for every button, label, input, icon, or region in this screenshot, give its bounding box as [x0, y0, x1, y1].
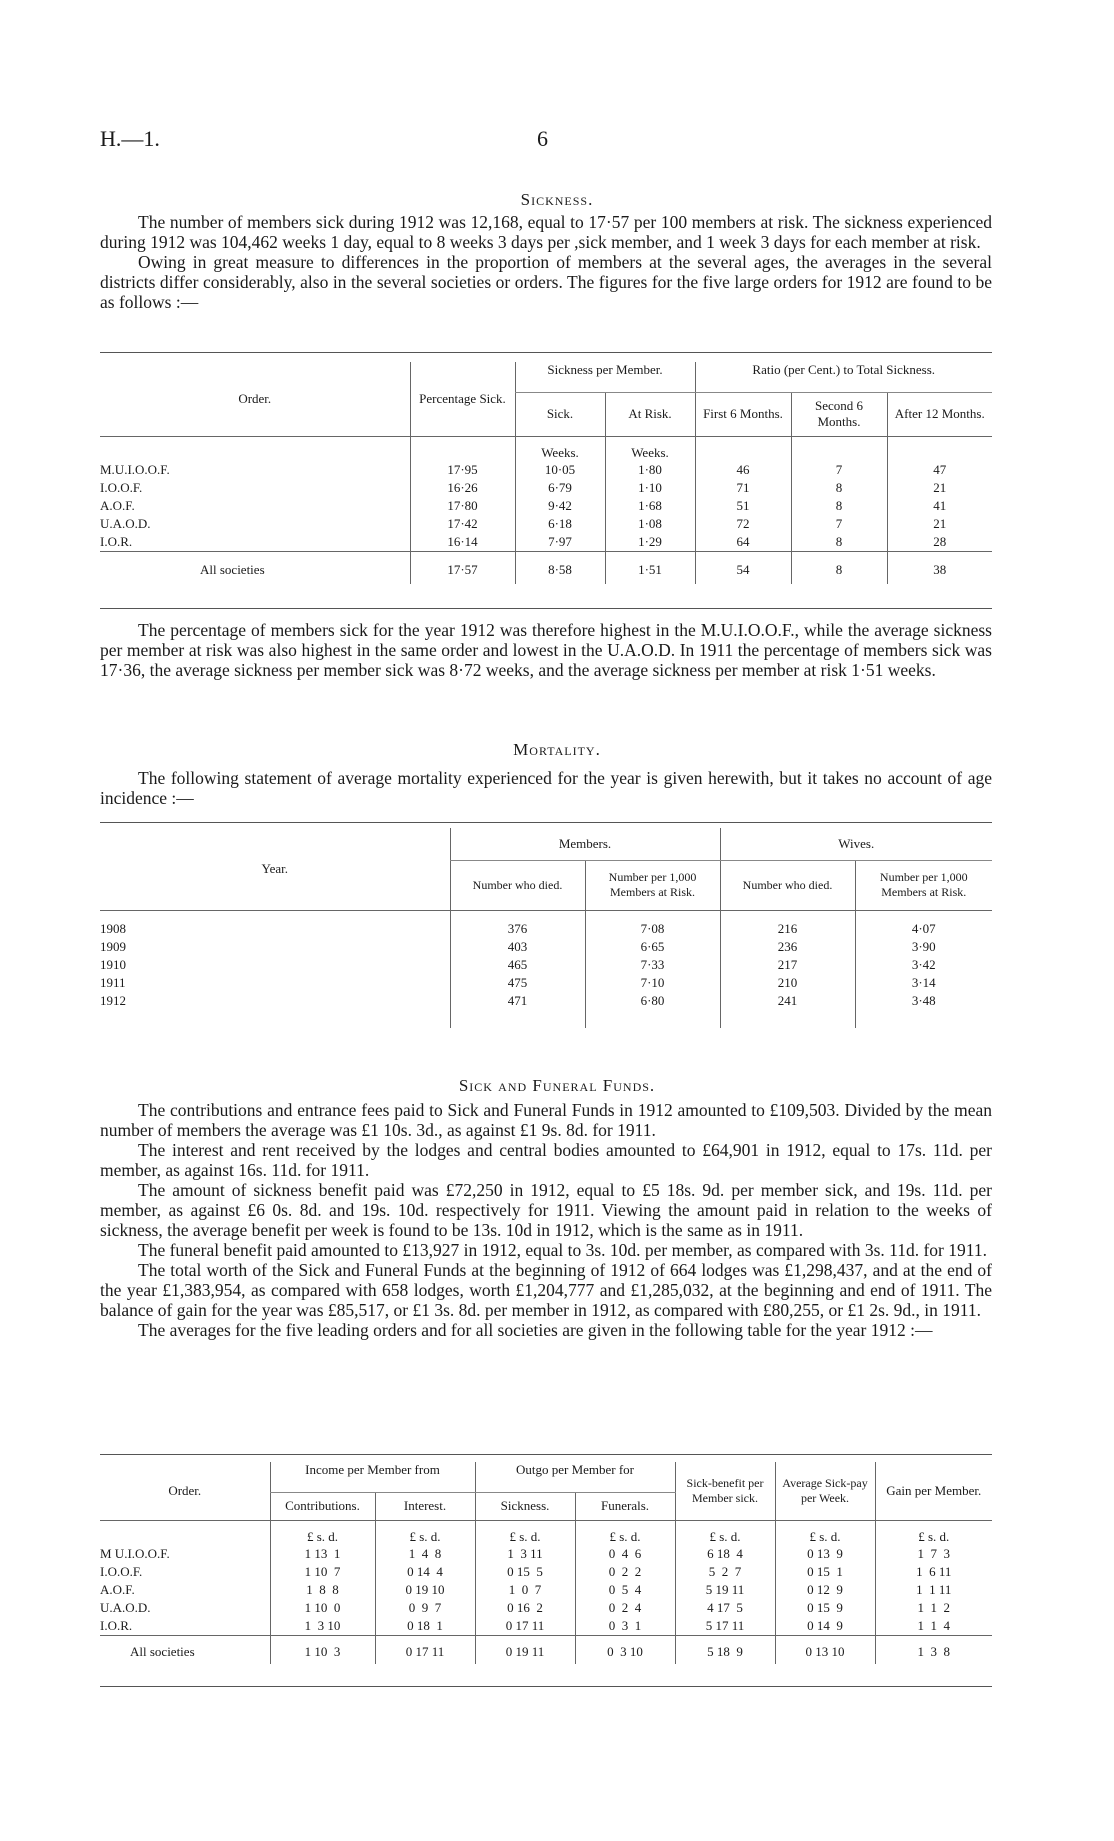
- col-first-6-months: First 6 Months.: [695, 392, 791, 436]
- table-bottom-rule: [100, 608, 992, 609]
- col-sickness: Sickness.: [475, 1492, 575, 1520]
- cell: 1·51: [605, 551, 695, 584]
- cell: 0 13 9: [775, 1545, 875, 1563]
- cell: 1 8 8: [270, 1581, 375, 1599]
- cell: 0 14 9: [775, 1617, 875, 1636]
- cell: 6·80: [585, 992, 720, 1010]
- unit-label: Weeks.: [515, 436, 605, 461]
- cell: 1 3 10: [270, 1617, 375, 1636]
- cell: 0 3 10: [575, 1635, 675, 1664]
- table-top-rule: [100, 822, 992, 823]
- col-wives-died: Number who died.: [720, 860, 855, 910]
- cell: 1·29: [605, 533, 695, 552]
- cell: 6 18 4: [675, 1545, 775, 1563]
- row-label: 1910: [100, 956, 126, 972]
- cell: 1·08: [605, 515, 695, 533]
- paragraph: The following statement of average mortality experienced for the year is given herewith, but it takes no account of age incidence :—: [100, 768, 992, 808]
- row-label: M.U.I.O.O.F.: [100, 461, 170, 477]
- table-row-total: [100, 1635, 992, 1664]
- col-wives-per-1000: Number per 1,000 Members at Risk.: [855, 860, 992, 910]
- cell: 38: [887, 551, 992, 584]
- cell: 1 3 11: [475, 1545, 575, 1563]
- unit-label: £ s. d.: [270, 1520, 375, 1545]
- cell: 5 17 11: [675, 1617, 775, 1636]
- table-row: [100, 992, 992, 1010]
- cell: 0 17 11: [475, 1617, 575, 1636]
- row-label: A.O.F.: [100, 497, 135, 513]
- row-label: 1908: [100, 920, 126, 936]
- unit-label: £ s. d.: [475, 1520, 575, 1545]
- group-sickness-per-member: Sickness per Member.: [515, 362, 695, 392]
- col-order: Order.: [238, 390, 272, 406]
- sickness-table: [100, 362, 992, 584]
- table-row: [100, 479, 992, 497]
- cell: 51: [695, 497, 791, 515]
- sickness-summary: [100, 620, 992, 680]
- table-row: [100, 461, 992, 479]
- table-bottom-rule: [100, 1686, 992, 1687]
- col-sick: Sick.: [515, 392, 605, 436]
- row-label: I.O.O.F.: [100, 1563, 143, 1579]
- table-row-total: [100, 551, 992, 584]
- cell: 6·79: [515, 479, 605, 497]
- col-interest: Interest.: [375, 1492, 475, 1520]
- row-label: 1909: [100, 938, 126, 954]
- paragraph: The averages for the five leading orders and for all societies are given in the following table for the year 1912 :—: [138, 1320, 933, 1340]
- cell: 1 6 11: [875, 1563, 992, 1581]
- cell: 7·33: [585, 956, 720, 974]
- group-ratio: Ratio (per Cent.) to Total Sickness.: [695, 362, 992, 392]
- cell: 17·57: [410, 551, 515, 584]
- table-row: [100, 1581, 992, 1599]
- cell: 0 2 2: [575, 1563, 675, 1581]
- cell: 8·58: [515, 551, 605, 584]
- unit-label: £ s. d.: [675, 1520, 775, 1545]
- cell: 1 10 7: [270, 1563, 375, 1581]
- col-at-risk: At Risk.: [605, 392, 695, 436]
- paragraph: Owing in great measure to differences in the proportion of members at the several ages, the averages in the several districts differ considerably, also in the several societies or orders. The figures for the five large orders for 1912 are found to be as follows :—: [100, 252, 992, 312]
- cell: 1·80: [605, 461, 695, 479]
- cell: 71: [695, 479, 791, 497]
- cell: 8: [791, 479, 887, 497]
- table-row: [100, 515, 992, 533]
- group-income: Income per Member from: [270, 1462, 475, 1492]
- cell: 3·14: [855, 974, 992, 992]
- table-top-rule: [100, 1454, 992, 1455]
- cell: 1 1 4: [875, 1617, 992, 1636]
- unit-label: £ s. d.: [775, 1520, 875, 1545]
- table-row: [100, 1563, 992, 1581]
- col-contributions: Contributions.: [270, 1492, 375, 1520]
- cell: 1 10 0: [270, 1599, 375, 1617]
- cell: 471: [450, 992, 585, 1010]
- cell: 0 19 10: [375, 1581, 475, 1599]
- cell: 7: [791, 461, 887, 479]
- cell: 1 7 3: [875, 1545, 992, 1563]
- row-label: U.A.O.D.: [100, 515, 151, 531]
- cell: 0 16 2: [475, 1599, 575, 1617]
- cell: 5 2 7: [675, 1563, 775, 1581]
- row-label: M U.I.O.O.F.: [100, 1545, 170, 1561]
- cell: 72: [695, 515, 791, 533]
- cell: 17·95: [410, 461, 515, 479]
- col-second-6-months: Second 6 Months.: [791, 392, 887, 436]
- cell: 6·65: [585, 938, 720, 956]
- unit-label: £ s. d.: [875, 1520, 992, 1545]
- cell: 216: [720, 910, 855, 938]
- cell: 54: [695, 551, 791, 584]
- cell: 9·42: [515, 497, 605, 515]
- funds-table: [100, 1462, 992, 1664]
- cell: 8: [791, 551, 887, 584]
- page-number: 6: [537, 126, 548, 151]
- col-members-died: Number who died.: [450, 860, 585, 910]
- col-gain: Gain per Member.: [875, 1462, 992, 1520]
- cell: 17·80: [410, 497, 515, 515]
- cell: 7·08: [585, 910, 720, 938]
- col-after-12-months: After 12 Months.: [887, 392, 992, 436]
- sickness-intro: [100, 212, 992, 312]
- paragraph: The funeral benefit paid amounted to £13,927 in 1912, equal to 3s. 10d. per member, as compared with 3s. 11d. for 1911.: [138, 1240, 987, 1260]
- row-label: A.O.F.: [100, 1581, 135, 1597]
- group-wives: Wives.: [720, 828, 992, 860]
- cell: 6·18: [515, 515, 605, 533]
- col-year: Year.: [261, 860, 288, 876]
- cell: 16·14: [410, 533, 515, 552]
- cell: 0 12 9: [775, 1581, 875, 1599]
- table-row: [100, 974, 992, 992]
- cell: 7·97: [515, 533, 605, 552]
- row-label: 1912: [100, 992, 126, 1008]
- cell: 8: [791, 533, 887, 552]
- cell: 475: [450, 974, 585, 992]
- cell: 4 17 5: [675, 1599, 775, 1617]
- cell: 0 15 1: [775, 1563, 875, 1581]
- cell: 1·68: [605, 497, 695, 515]
- col-percentage-sick: Percentage Sick.: [410, 362, 515, 436]
- cell: 0 13 10: [775, 1635, 875, 1664]
- paragraph: The contributions and entrance fees paid to Sick and Funeral Funds in 1912 amounted to £109,503. Divided by the mean number of members the average was £1 10s. 3d., as against £1 9s. 8d. for 1911.: [100, 1100, 992, 1140]
- table-top-rule: [100, 352, 992, 353]
- cell: 0 2 4: [575, 1599, 675, 1617]
- cell: 1 1 11: [875, 1581, 992, 1599]
- mortality-table: [100, 828, 992, 1028]
- cell: 41: [887, 497, 992, 515]
- cell: 47: [887, 461, 992, 479]
- unit-label: £ s. d.: [575, 1520, 675, 1545]
- table-row: [100, 533, 992, 552]
- cell: 0 4 6: [575, 1545, 675, 1563]
- table-row: [100, 1545, 992, 1563]
- cell: 0 17 11: [375, 1635, 475, 1664]
- cell: 7·10: [585, 974, 720, 992]
- table-row: [100, 497, 992, 515]
- cell: 64: [695, 533, 791, 552]
- cell: 28: [887, 533, 992, 552]
- table-row: [100, 1617, 992, 1636]
- cell: 1 0 7: [475, 1581, 575, 1599]
- cell: 7: [791, 515, 887, 533]
- cell: 17·42: [410, 515, 515, 533]
- row-label: U.A.O.D.: [100, 1599, 151, 1615]
- cell: 16·26: [410, 479, 515, 497]
- cell: 217: [720, 956, 855, 974]
- cell: 403: [450, 938, 585, 956]
- cell: 5 19 11: [675, 1581, 775, 1599]
- cell: 1 3 8: [875, 1635, 992, 1664]
- cell: 21: [887, 515, 992, 533]
- unit-label: £ s. d.: [375, 1520, 475, 1545]
- cell: 0 3 1: [575, 1617, 675, 1636]
- cell: 0 18 1: [375, 1617, 475, 1636]
- cell: 8: [791, 497, 887, 515]
- cell: 5 18 9: [675, 1635, 775, 1664]
- row-label: I.O.R.: [100, 1617, 133, 1633]
- cell: 0 15 9: [775, 1599, 875, 1617]
- cell: 1 4 8: [375, 1545, 475, 1563]
- cell: 210: [720, 974, 855, 992]
- document-code: H.—1.: [100, 126, 160, 151]
- cell: 376: [450, 910, 585, 938]
- col-average-sick-pay: Average Sick-pay per Week.: [775, 1462, 875, 1520]
- section-title-sickness: Sickness.: [520, 190, 594, 209]
- table-row: [100, 956, 992, 974]
- section-title-funds: Sick and Funeral Funds.: [458, 1076, 656, 1095]
- table-row: [100, 938, 992, 956]
- table-row: [100, 910, 992, 938]
- cell: 236: [720, 938, 855, 956]
- cell: 1 13 1: [270, 1545, 375, 1563]
- col-funerals: Funerals.: [575, 1492, 675, 1520]
- cell: 0 19 11: [475, 1635, 575, 1664]
- cell: 1 10 3: [270, 1635, 375, 1664]
- section-title-mortality: Mortality.: [513, 740, 601, 759]
- cell: 21: [887, 479, 992, 497]
- mortality-intro: [100, 768, 992, 808]
- cell: 0 9 7: [375, 1599, 475, 1617]
- cell: 241: [720, 992, 855, 1010]
- unit-label: Weeks.: [605, 436, 695, 461]
- cell: 3·90: [855, 938, 992, 956]
- paragraph: The number of members sick during 1912 was 12,168, equal to 17·57 per 100 members at risk. The sickness experienced during 1912 was 104,462 weeks 1 day, equal to 8 weeks 3 days per ,sick member, and 1 week 3 days for each member at risk.: [100, 212, 992, 252]
- cell: 0 14 4: [375, 1563, 475, 1581]
- row-label: All societies: [130, 1643, 195, 1659]
- cell: 0 15 5: [475, 1563, 575, 1581]
- row-label: 1911: [100, 974, 126, 990]
- cell: 1 1 2: [875, 1599, 992, 1617]
- cell: 10·05: [515, 461, 605, 479]
- row-label: I.O.R.: [100, 533, 133, 549]
- group-outgo: Outgo per Member for: [475, 1462, 675, 1492]
- cell: 3·42: [855, 956, 992, 974]
- cell: 3·48: [855, 992, 992, 1010]
- cell: 0 5 4: [575, 1581, 675, 1599]
- paragraph: The interest and rent received by the lodges and central bodies amounted to £64,901 in 1912, equal to 17s. 11d. per member, as against 16s. 11d. for 1911.: [100, 1140, 992, 1180]
- paragraph: The total worth of the Sick and Funeral Funds at the beginning of 1912 of 664 lodges was £1,298,437, and at the end of the year £1,383,954, as compared with 658 lodges, worth £1,204,777 and £1,285,032, at the beginning and end of 1911. The balance of gain for the year was £85,517, or £1 3s. 8d. per member in 1912, as compared with £80,255, or £1 2s. 9d., in 1911.: [100, 1260, 992, 1320]
- col-sick-benefit: Sick-benefit per Member sick.: [675, 1462, 775, 1520]
- row-label: I.O.O.F.: [100, 479, 143, 495]
- table-row: [100, 1599, 992, 1617]
- paragraph: The percentage of members sick for the year 1912 was therefore highest in the M.U.I.O.O.F., while the average sickness per member at risk was also highest in the same order and lowest in the U.A.O.D. In 1911 the percentage of members sick was 17·36, the average sickness per member sick was 8·72 weeks, and the average sickness per member at risk 1·51 weeks.: [100, 620, 992, 680]
- paragraph: The amount of sickness benefit paid was £72,250 in 1912, equal to £5 18s. 9d. per member sick, and 19s. 11d. per member, as against £6 0s. 8d. and 19s. 10d. respectively for 1911. Viewing the amount paid in relation to the weeks of sickness, the average benefit per week is found to be 13s. 10d in 1912, which is the same as in 1911.: [100, 1180, 992, 1240]
- col-order: Order.: [168, 1482, 202, 1498]
- row-label: All societies: [200, 561, 265, 577]
- col-members-per-1000: Number per 1,000 Members at Risk.: [585, 860, 720, 910]
- cell: 46: [695, 461, 791, 479]
- cell: 4·07: [855, 910, 992, 938]
- funds-text: [100, 1100, 992, 1340]
- cell: 1·10: [605, 479, 695, 497]
- group-members: Members.: [450, 828, 720, 860]
- cell: 465: [450, 956, 585, 974]
